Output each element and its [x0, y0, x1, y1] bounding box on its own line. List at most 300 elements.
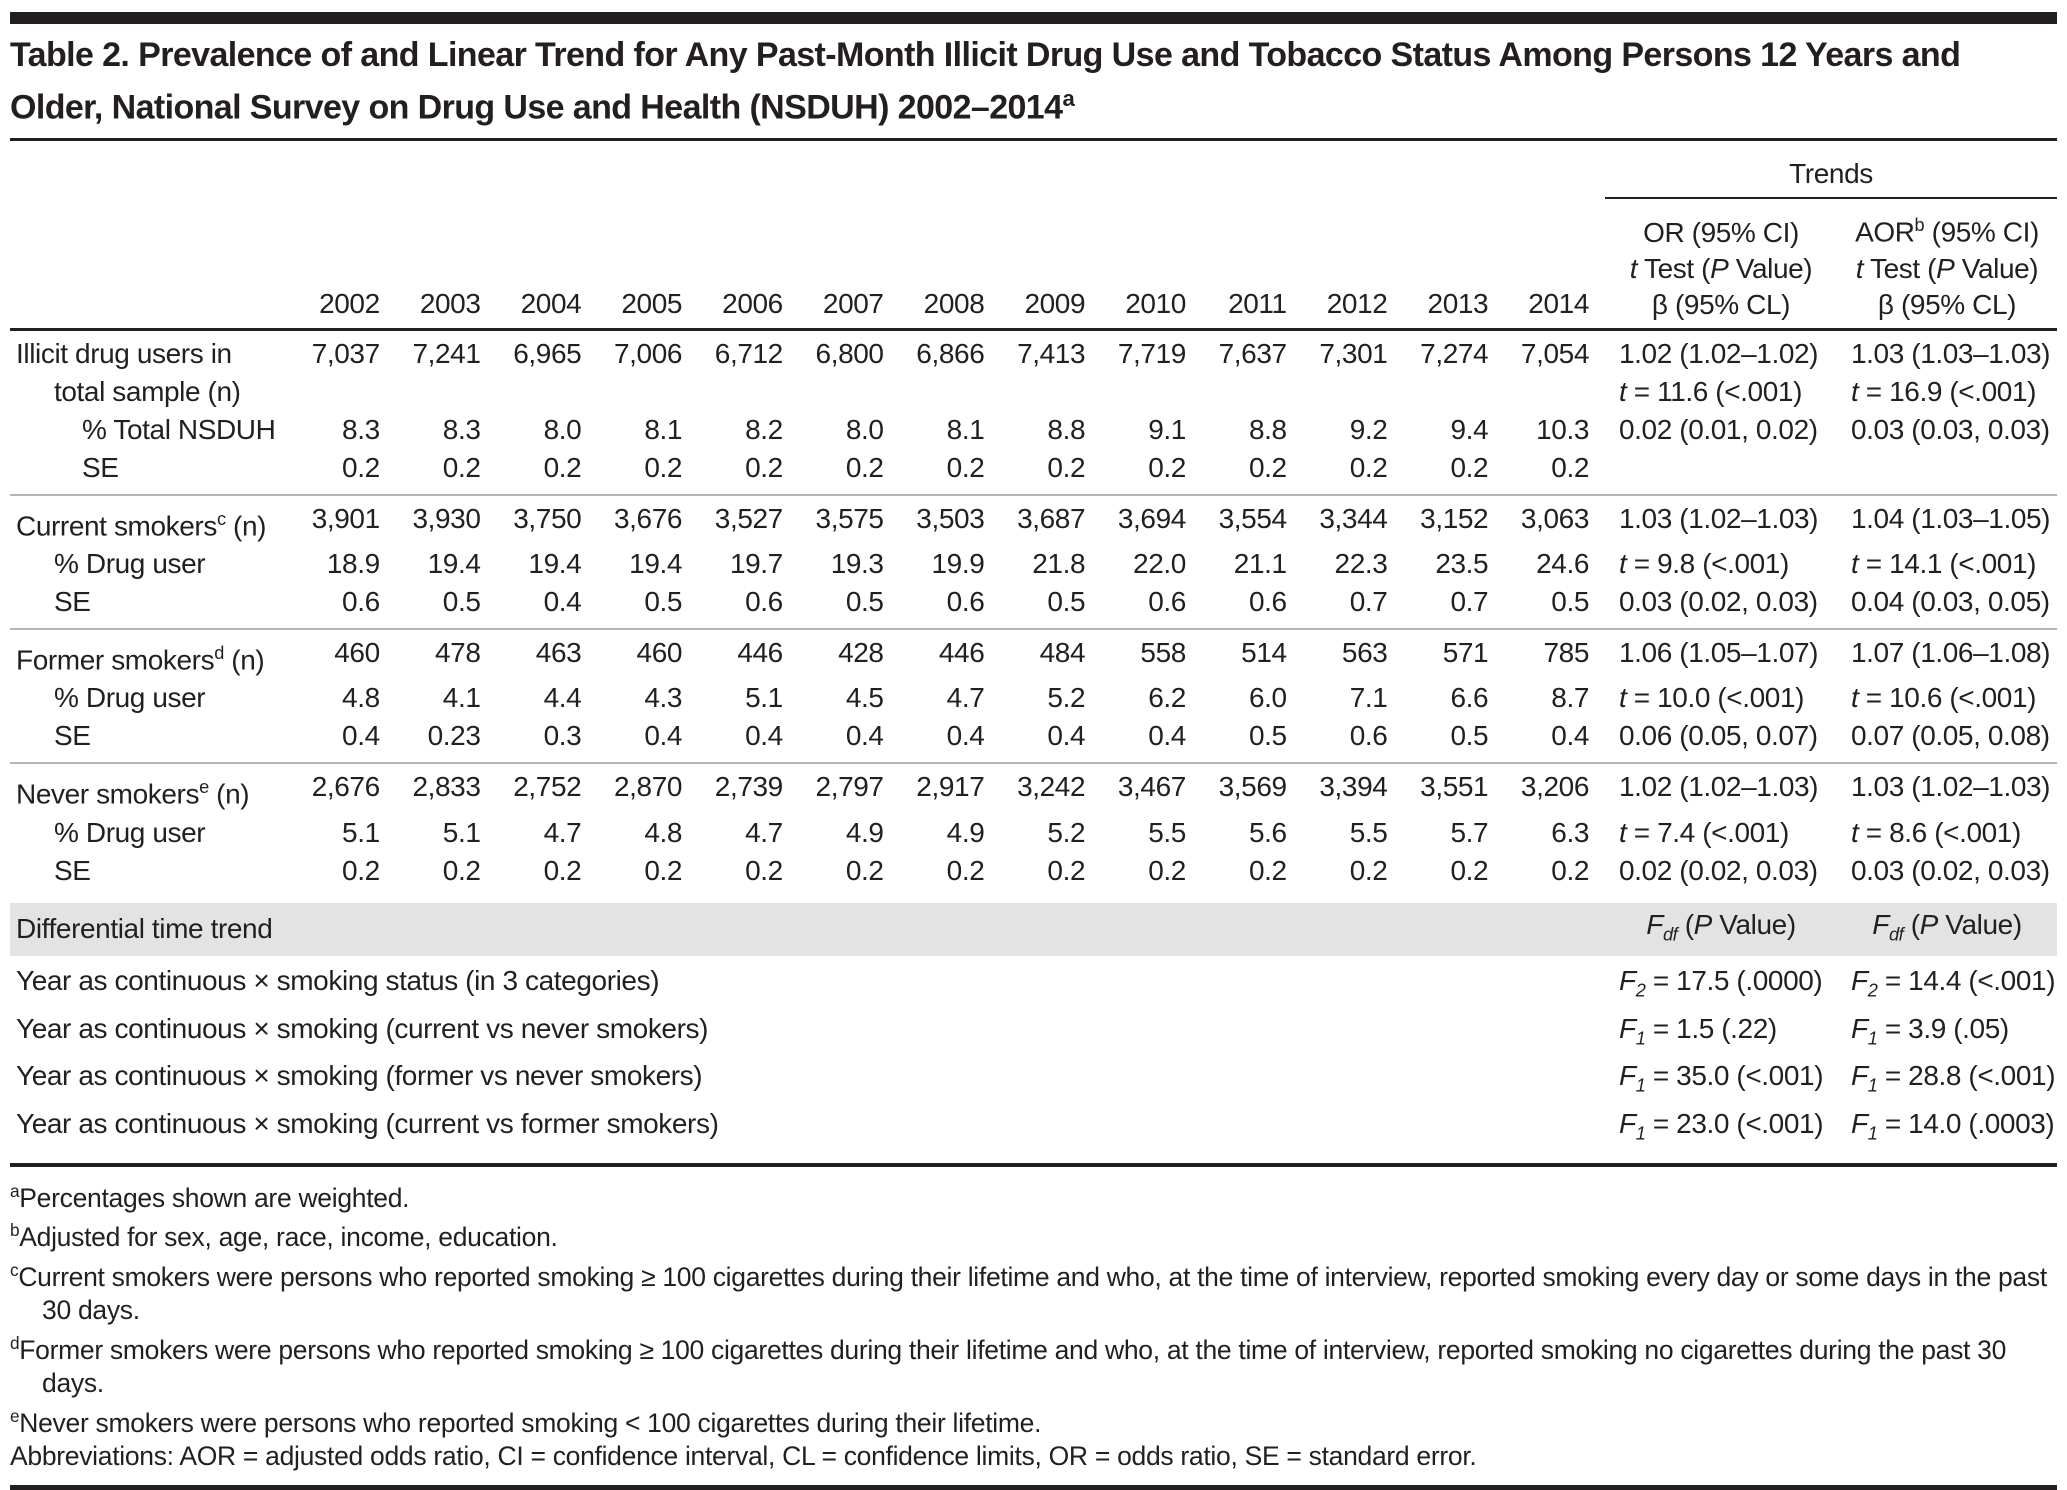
year-value: 3,930 [412, 502, 481, 534]
bottom-rule [10, 1485, 2057, 1490]
year-value: 6.3 [1551, 816, 1589, 848]
table-row [10, 852, 2057, 890]
year-header: 2012 [1326, 287, 1388, 319]
or-cell [1605, 583, 1837, 621]
differential-row [10, 1105, 2057, 1153]
year-value: 3,575 [815, 502, 884, 534]
year-value: 0.2 [1148, 854, 1186, 886]
or-trend-line: 1.02 (1.02–1.03) [1619, 771, 1819, 803]
table-row [10, 634, 2057, 679]
row-label-line: Illicit drug users in [16, 337, 232, 369]
year-value: 0.2 [1248, 854, 1287, 886]
differential-row-label: Year as continuous × smoking (former vs never smokers) [16, 1060, 703, 1092]
year-value: 5.1 [745, 682, 783, 714]
year-value: 3,152 [1420, 502, 1489, 534]
year-value: 5.1 [442, 816, 481, 848]
year-value: 0.6 [1148, 585, 1186, 617]
year-value: 4.7 [745, 816, 783, 848]
year-header: 2010 [1125, 287, 1186, 319]
year-value: 10.3 [1536, 413, 1589, 445]
year-value: 0.4 [1047, 720, 1086, 752]
aor-cell [1837, 814, 2057, 852]
or-trend-line: t = 10.0 (<.001) [1619, 682, 1805, 714]
or-trend-line: 1.02 (1.02–1.02) [1619, 337, 1819, 369]
differential-row [10, 1010, 2057, 1058]
year-value: 0.2 [946, 854, 985, 886]
year-value: 0.2 [1349, 451, 1388, 483]
year-value: 571 [1442, 636, 1489, 668]
year-value: 3,551 [1420, 771, 1489, 803]
footnote-marker: b [10, 1220, 20, 1241]
year-value: 0.2 [442, 451, 481, 483]
year-value: 0.4 [644, 720, 683, 752]
table-row [10, 335, 2057, 411]
year-value: 2,676 [311, 771, 380, 803]
aor-cell [1837, 545, 2057, 583]
year-header: 2004 [520, 287, 582, 319]
year-value: 3,694 [1117, 502, 1186, 534]
differential-aor-header: $F_{df}$ (P Value) [1872, 908, 2022, 945]
year-value: 4.3 [644, 682, 683, 714]
aor-trend-line: 1.03 (1.03–1.03) [1851, 337, 2051, 369]
year-value: 460 [636, 636, 683, 668]
year-value: 3,750 [513, 502, 582, 534]
year-value: 558 [1140, 636, 1186, 668]
row-label-line: % Drug user [54, 682, 206, 714]
differential-band-label: Differential time trend [16, 913, 273, 945]
differential-aor-value: $F_1 = 3.9$ (.05) [1851, 1012, 2009, 1049]
year-value: 8.2 [745, 413, 783, 445]
year-value: 22.0 [1133, 547, 1186, 579]
footnote-text: Percentages shown are weighted. [19, 1182, 410, 1213]
aor-cell [1837, 583, 2057, 621]
row-label-line: Never smokers$^e$ (n) [16, 777, 250, 810]
year-value: 0.3 [543, 720, 582, 752]
year-value: 0.5 [644, 585, 683, 617]
year-value: 0.4 [845, 720, 884, 752]
trends-row [10, 157, 2057, 207]
or-trend-line: 0.02 (0.01, 0.02) [1619, 413, 1818, 445]
year-value: 22.3 [1334, 547, 1388, 579]
table-row [10, 411, 2057, 449]
row-label [10, 679, 295, 717]
row-label [10, 449, 295, 487]
aor-cell [1837, 768, 2057, 806]
year-value: 0.2 [543, 854, 582, 886]
year-value: 563 [1341, 636, 1388, 668]
row-label [10, 411, 295, 449]
aor-trend-line: t = 10.6 (<.001) [1851, 682, 2037, 714]
year-value: 7,413 [1017, 337, 1086, 369]
year-value: 21.1 [1233, 547, 1287, 579]
year-value: 0.4 [543, 585, 582, 617]
year-value: 19.4 [528, 547, 582, 579]
year-value: 5.7 [1450, 816, 1489, 848]
year-value: 5.5 [1148, 816, 1186, 848]
year-value: 463 [535, 636, 582, 668]
or-cell [1605, 814, 1837, 852]
year-value: 19.3 [830, 547, 884, 579]
footnote [10, 1440, 2057, 1473]
year-value: 0.5 [1047, 585, 1086, 617]
aor-cell [1837, 852, 2057, 890]
year-value: 7,054 [1520, 337, 1589, 369]
row-label-line: % Drug user [54, 816, 206, 848]
year-value: 3,687 [1017, 502, 1086, 534]
or-trend-line: 0.02 (0.02, 0.03) [1619, 854, 1818, 886]
year-value: 0.4 [1148, 720, 1186, 752]
year-value: 7,241 [412, 337, 481, 369]
aor-cell [1837, 500, 2057, 538]
year-header: 2005 [621, 287, 683, 319]
row-label-line: SE [82, 451, 119, 483]
aor-trend-line: t = 16.9 (<.001) [1851, 375, 2037, 407]
row-label-line: total sample (n) [54, 375, 241, 407]
differential-or-value: $F_1 = 23.0$ (<.001) [1619, 1108, 1824, 1144]
year-value: 6.2 [1148, 682, 1186, 714]
row-label [10, 852, 295, 890]
year-value: 4.9 [946, 816, 985, 848]
year-value: 3,503 [916, 502, 985, 534]
year-value: 9.2 [1349, 413, 1388, 445]
row-label-line: SE [54, 585, 91, 617]
row-label-line: SE [54, 720, 91, 752]
year-value: 4.9 [845, 816, 884, 848]
year-value: 4.7 [946, 682, 985, 714]
aor-trend-line: 0.03 (0.02, 0.03) [1851, 854, 2050, 886]
year-value: 0.2 [1148, 451, 1186, 483]
aor-cell [1837, 634, 2057, 672]
year-value: 4.4 [543, 682, 582, 714]
aor-trend-line: 0.04 (0.03, 0.05) [1851, 585, 2050, 617]
footnote [10, 1175, 2057, 1215]
or-header-line: OR (95% CI) [1643, 216, 1799, 248]
row-label [10, 500, 295, 545]
table-title [10, 34, 2057, 129]
year-header: 2009 [1024, 287, 1086, 319]
aor-cell [1837, 717, 2057, 755]
aor-trend-line: 1.03 (1.02–1.03) [1851, 771, 2051, 803]
table-row [10, 717, 2057, 755]
year-value: 7,719 [1117, 337, 1186, 369]
differential-rows [10, 956, 2057, 1162]
footnotes [10, 1167, 2057, 1481]
year-value: 0.2 [644, 854, 683, 886]
differential-aor-value: $F_1 = 14.0$ (.0003) [1851, 1108, 2055, 1144]
row-label-line: SE [54, 854, 91, 886]
aor-header-line: AOR$^b$ (95% CI) [1855, 215, 2039, 248]
year-header: 2011 [1228, 287, 1287, 319]
year-value: 5.6 [1248, 816, 1287, 848]
year-value: 0.5 [845, 585, 884, 617]
or-header-line: β (95% CL) [1651, 288, 1791, 320]
table-title-line2: Older, National Survey on Drug Use and Health (NSDUH) 2002–2014$^a$ [10, 86, 1075, 127]
row-label [10, 335, 295, 411]
footnote-marker: d [10, 1333, 20, 1354]
footnote [10, 1400, 2057, 1440]
differential-or-value: $F_2 = 17.5$ (.0000) [1619, 965, 1823, 1001]
year-value: 4.5 [845, 682, 884, 714]
aor-cell [1837, 411, 2057, 449]
or-cell [1605, 335, 1837, 411]
year-value: 3,394 [1319, 771, 1388, 803]
differential-row-label: Year as continuous × smoking (current vs former smokers) [16, 1108, 719, 1140]
table-row [10, 768, 2057, 813]
row-label [10, 814, 295, 852]
year-value: 0.4 [946, 720, 985, 752]
year-value: 0.2 [1551, 451, 1589, 483]
year-value: 0.2 [1450, 451, 1489, 483]
year-value: 23.5 [1435, 547, 1489, 579]
year-value: 3,554 [1218, 502, 1287, 534]
or-trend-line: 1.06 (1.05–1.07) [1619, 636, 1819, 668]
year-value: 785 [1543, 636, 1589, 668]
year-value: 3,206 [1520, 771, 1589, 803]
row-label-line: % Total NSDUH [82, 413, 276, 445]
year-value: 8.0 [543, 413, 582, 445]
year-value: 0.6 [745, 585, 783, 617]
footnote [10, 1214, 2057, 1254]
footnote-text: Current smokers were persons who reported smoking ≥ 100 cigarettes during their lifetime and who, at the time of interview, reported smoking every day or some days in the past 30 days. [18, 1262, 2047, 1326]
table-row [10, 500, 2057, 545]
year-value: 0.2 [845, 854, 884, 886]
year-header: 2014 [1528, 287, 1589, 319]
or-trend-line: t = 7.4 (<.001) [1619, 816, 1789, 848]
year-value: 8.7 [1551, 682, 1589, 714]
year-value: 4.8 [644, 816, 683, 848]
year-value: 8.3 [342, 413, 380, 445]
year-value: 6,866 [916, 337, 985, 369]
year-value: 19.9 [931, 547, 985, 579]
year-value: 0.2 [745, 854, 783, 886]
year-value: 6.0 [1248, 682, 1287, 714]
year-value: 2,797 [815, 771, 884, 803]
year-value: 8.8 [1047, 413, 1086, 445]
year-value: 0.4 [1551, 720, 1589, 752]
year-value: 0.2 [946, 451, 985, 483]
year-value: 3,676 [613, 502, 683, 534]
or-trend-line: t = 11.6 (<.001) [1619, 375, 1802, 407]
year-value: 5.2 [1047, 682, 1086, 714]
year-value: 0.6 [1248, 585, 1287, 617]
table-row [10, 545, 2057, 583]
year-value: 0.2 [342, 854, 380, 886]
year-value: 0.2 [543, 451, 582, 483]
year-value: 8.0 [845, 413, 884, 445]
row-label [10, 545, 295, 583]
year-value: 2,917 [916, 771, 985, 803]
year-value: 3,344 [1319, 502, 1388, 534]
footnote [10, 1254, 2057, 1327]
or-column-header [1605, 215, 1837, 323]
differential-aor-value: $F_2 = 14.4$ (<.001) [1851, 965, 2056, 1001]
footnote-text: Abbreviations: AOR = adjusted odds ratio, CI = confidence interval, CL = confidence limits, OR = odds ratio, SE = standard error. [10, 1440, 1477, 1471]
year-header: 2008 [923, 287, 985, 319]
aor-trend-line: 0.03 (0.03, 0.03) [1851, 413, 2050, 445]
footnote-text: Adjusted for sex, age, race, income, education. [19, 1222, 558, 1253]
row-label-line: Former smokers$^d$ (n) [16, 642, 265, 676]
year-value: 0.7 [1450, 585, 1489, 617]
row-group [10, 331, 2057, 494]
year-value: 8.1 [644, 413, 683, 445]
year-value: 0.2 [1248, 451, 1287, 483]
aor-column-header [1837, 207, 2057, 322]
year-value: 8.1 [946, 413, 985, 445]
year-value: 5.2 [1047, 816, 1086, 848]
row-label [10, 634, 295, 679]
table-row [10, 583, 2057, 621]
year-value: 7.1 [1349, 682, 1388, 714]
differential-row [10, 962, 2057, 1010]
or-trend-line: 1.03 (1.02–1.03) [1619, 502, 1819, 534]
or-cell [1605, 545, 1837, 583]
year-value: 9.1 [1148, 413, 1186, 445]
year-value: 9.4 [1450, 413, 1489, 445]
year-value: 3,527 [714, 502, 783, 534]
differential-or-value: $F_1 = 35.0$ (<.001) [1619, 1060, 1824, 1097]
year-value: 2,752 [513, 771, 582, 803]
year-header: 2007 [822, 287, 884, 319]
year-value: 0.2 [1047, 854, 1086, 886]
year-value: 0.6 [1349, 720, 1388, 752]
year-value: 0.6 [342, 585, 380, 617]
row-group [10, 628, 2057, 762]
aor-trend-line: t = 8.6 (<.001) [1851, 816, 2021, 848]
year-value: 0.2 [1349, 854, 1388, 886]
year-value: 6,800 [815, 337, 884, 369]
footnote-marker: c [10, 1260, 19, 1281]
or-cell [1605, 679, 1837, 717]
year-value: 0.2 [1047, 451, 1086, 483]
year-value: 7,006 [613, 337, 683, 369]
year-header: 2002 [319, 287, 380, 319]
differential-or-value: $F_1 = 1.5$ (.22) [1619, 1012, 1777, 1049]
year-value: 0.4 [342, 720, 380, 752]
or-cell [1605, 717, 1837, 755]
footnote-text: Former smokers were persons who reported smoking ≥ 100 cigarettes during their lifetime and who, at the time of interview, reported smoking no cigarettes during the past 30 days. [19, 1334, 2007, 1398]
top-rule [10, 12, 2057, 24]
year-value: 3,467 [1117, 771, 1186, 803]
differential-or-header: $F_{df}$ (P Value) [1646, 908, 1796, 945]
footnote-marker: a [10, 1180, 20, 1201]
year-value: 0.2 [745, 451, 783, 483]
year-value: 0.2 [442, 854, 481, 886]
year-value: 484 [1039, 636, 1086, 668]
aor-trend-line: 1.07 (1.06–1.08) [1851, 636, 2051, 668]
year-value: 0.2 [342, 451, 380, 483]
year-value: 5.5 [1349, 816, 1388, 848]
row-group [10, 762, 2057, 896]
year-value: 18.9 [326, 547, 380, 579]
aor-trend-line: 0.07 (0.05, 0.08) [1851, 720, 2050, 752]
year-value: 0.2 [845, 451, 884, 483]
or-trend-line: t = 9.8 (<.001) [1619, 547, 1789, 579]
aor-trend-line: 1.04 (1.03–1.05) [1851, 502, 2051, 534]
year-value: 5.1 [342, 816, 380, 848]
year-value: 21.8 [1032, 547, 1086, 579]
table-title-line1: Table 2. Prevalence of and Linear Trend for Any Past-Month Illicit Drug Use and Tobacco Status Among Persons 12 Years and [10, 36, 1961, 74]
column-header-row [10, 207, 2057, 327]
year-value: 428 [838, 636, 884, 668]
year-value: 446 [737, 636, 783, 668]
aor-cell [1837, 335, 2057, 411]
row-label-line: % Drug user [54, 547, 206, 579]
or-header-line: t Test (P Value) [1629, 252, 1813, 284]
row-label-line: Current smokers$^c$ (n) [16, 508, 267, 541]
year-value: 2,833 [412, 771, 481, 803]
year-value: 3,063 [1520, 502, 1589, 534]
table-body [10, 331, 2057, 897]
year-value: 2,739 [714, 771, 783, 803]
table-row [10, 679, 2057, 717]
year-value: 460 [334, 636, 380, 668]
table-row [10, 814, 2057, 852]
or-cell [1605, 500, 1837, 538]
year-header: 2006 [722, 287, 783, 319]
year-value: 0.7 [1349, 585, 1388, 617]
year-value: 446 [938, 636, 985, 668]
aor-cell [1837, 679, 2057, 717]
year-header: 2003 [419, 287, 481, 319]
year-value: 514 [1241, 636, 1287, 668]
year-value: 0.2 [1450, 854, 1489, 886]
year-value: 7,637 [1218, 337, 1287, 369]
year-value: 19.4 [427, 547, 481, 579]
year-value: 0.2 [1551, 854, 1589, 886]
year-value: 4.1 [442, 682, 481, 714]
table-header [10, 141, 2057, 330]
year-value: 3,569 [1218, 771, 1287, 803]
year-value: 2,870 [613, 771, 683, 803]
year-value: 0.5 [1450, 720, 1489, 752]
differential-row-label: Year as continuous × smoking status (in 3 categories) [16, 965, 660, 997]
trends-spanner-header: Trends [1605, 157, 2057, 199]
footnote [10, 1327, 2057, 1400]
row-group [10, 494, 2057, 628]
footnote-text: Never smokers were persons who reported smoking < 100 cigarettes during their lifetime. [19, 1407, 1042, 1438]
year-value: 0.4 [745, 720, 783, 752]
or-trend-line: 0.06 (0.05, 0.07) [1619, 720, 1818, 752]
or-cell [1605, 634, 1837, 672]
year-value: 0.6 [946, 585, 985, 617]
year-value: 0.23 [427, 720, 481, 752]
year-value: 8.3 [442, 413, 481, 445]
or-trend-line: 0.03 (0.02, 0.03) [1619, 585, 1818, 617]
differential-row-label: Year as continuous × smoking (current vs never smokers) [16, 1012, 709, 1044]
year-value: 3,901 [311, 502, 380, 534]
year-value: 19.4 [629, 547, 683, 579]
year-header: 2013 [1427, 287, 1489, 319]
year-value: 6.6 [1450, 682, 1489, 714]
year-value: 0.2 [644, 451, 683, 483]
aor-header-line: t Test (P Value) [1855, 252, 2039, 284]
aor-header-line: β (95% CL) [1877, 288, 2017, 320]
year-value: 19.7 [729, 547, 783, 579]
year-value: 4.7 [543, 816, 582, 848]
row-label [10, 768, 295, 813]
aor-trend-line: t = 14.1 (<.001) [1851, 547, 2037, 579]
or-cell [1605, 852, 1837, 890]
year-value: 3,242 [1017, 771, 1086, 803]
year-value: 4.8 [342, 682, 380, 714]
year-value: 0.5 [442, 585, 481, 617]
footnote-marker: e [10, 1405, 20, 1426]
year-value: 0.5 [1248, 720, 1287, 752]
differential-aor-value: $F_1 = 28.8$ (<.001) [1851, 1060, 2056, 1097]
year-value: 478 [435, 636, 481, 668]
or-cell [1605, 411, 1837, 449]
table-row [10, 449, 2057, 487]
